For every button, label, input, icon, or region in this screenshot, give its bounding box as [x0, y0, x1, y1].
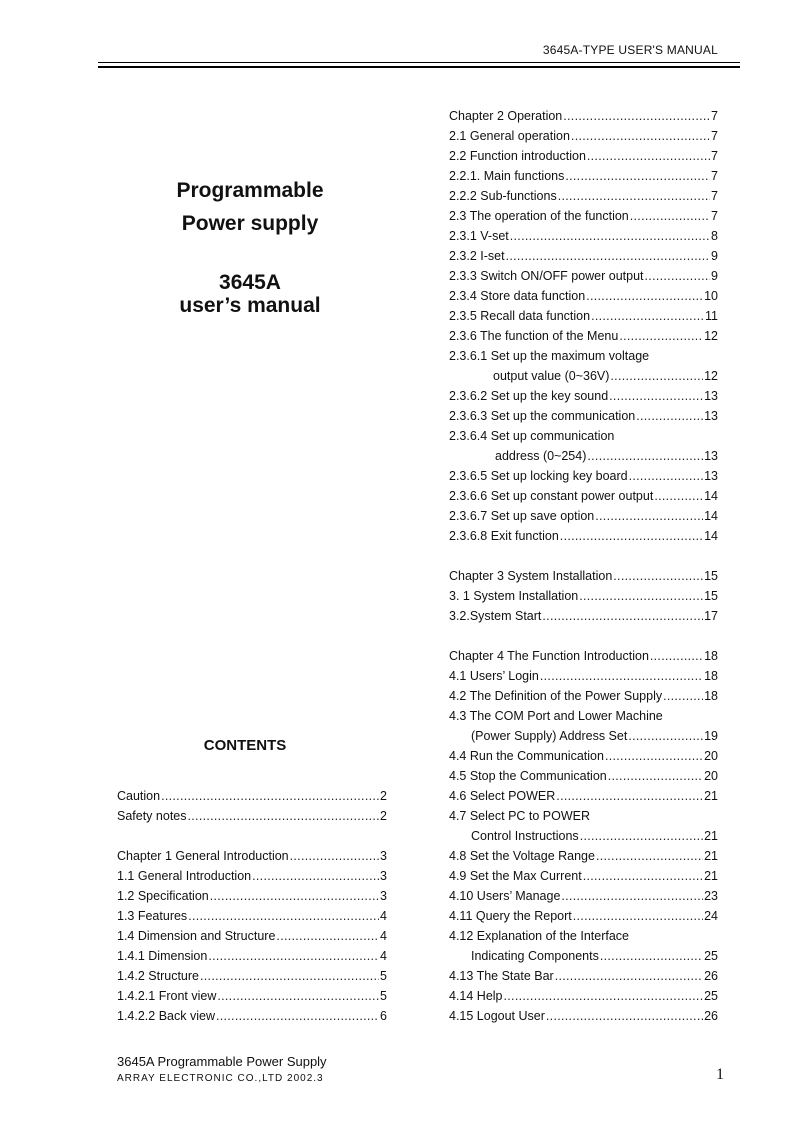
toc-entry-title: 4.15 Logout User	[449, 1009, 545, 1023]
toc-entry-title: 1.4.2.2 Back view	[117, 1009, 215, 1023]
toc-entry	[449, 466, 718, 486]
toc-entry	[449, 366, 718, 386]
toc-dot-leader	[546, 1006, 703, 1026]
toc-entry	[449, 966, 718, 986]
toc-dot-leader	[608, 766, 703, 786]
toc-entry-title: 2.1 General operation	[449, 129, 570, 143]
toc-entry	[449, 506, 718, 526]
contents-heading: CONTENTS	[203, 737, 287, 754]
toc-entry-page: 19	[704, 729, 718, 743]
toc-entry-page: 10	[704, 289, 718, 303]
toc-entry-title: 4.7 Select PC to POWER	[449, 809, 591, 823]
toc-entry	[449, 826, 718, 846]
toc-entry-page: 21	[704, 789, 718, 803]
toc-entry	[449, 526, 718, 546]
title-line-2: Power supply	[181, 212, 319, 235]
toc-entry-title: 4.13 The State Bar	[449, 969, 554, 983]
toc-entry-title: 4.14 Help	[449, 989, 503, 1003]
toc-entry-title: 2.3.6.3 Set up the communication	[449, 409, 636, 423]
toc-entry-title: 4.4 Run the Communication	[449, 749, 604, 763]
toc-entry-page: 20	[704, 749, 718, 763]
toc-dot-leader	[600, 946, 703, 966]
toc-entry-page: 7	[711, 169, 718, 183]
toc-dot-leader	[563, 106, 710, 126]
toc-entry	[117, 906, 387, 926]
toc-entry-page: 12	[704, 369, 718, 383]
toc-entry-page: 4	[380, 909, 387, 923]
toc-entry-title: (Power Supply) Address Set	[471, 729, 628, 743]
toc-entry-title: 4.8 Set the Voltage Range	[449, 849, 595, 863]
toc-entry	[449, 926, 718, 946]
document-title	[130, 174, 370, 240]
toc-dot-leader	[610, 366, 703, 386]
toc-entry-page: 6	[380, 1009, 387, 1023]
toc-entry	[117, 866, 387, 886]
toc-dot-leader	[663, 686, 703, 706]
toc-entry-title: 2.2.2 Sub-functions	[449, 189, 557, 203]
toc-entry-page: 5	[380, 989, 387, 1003]
toc-entry	[449, 706, 718, 726]
toc-entry-page: 4	[380, 949, 387, 963]
toc-spacer	[449, 546, 718, 566]
toc-entry	[117, 926, 387, 946]
toc-entry	[449, 186, 718, 206]
toc-entry-page: 3	[380, 849, 387, 863]
toc-entry-title: 2.3.3 Switch ON/OFF power output	[449, 269, 644, 283]
toc-entry-title: 4.1 Users’ Login	[449, 669, 539, 683]
toc-entry-title: 2.3.6 The function of the Menu	[449, 329, 619, 343]
toc-dot-leader	[290, 846, 379, 866]
toc-entry-title: Chapter 3 System Installation	[449, 569, 613, 583]
toc-entry-title: 2.3.6.8 Exit function	[449, 529, 559, 543]
toc-dot-leader	[613, 566, 703, 586]
toc-dot-leader	[561, 886, 703, 906]
toc-dot-leader	[596, 846, 703, 866]
toc-entry-page: 13	[704, 449, 718, 463]
footer-product: 3645A Programmable Power Supply	[117, 1054, 327, 1069]
toc-dot-leader	[188, 906, 379, 926]
toc-entry-page: 3	[380, 869, 387, 883]
toc-entry	[449, 386, 718, 406]
toc-entry-title: 4.10 Users’ Manage	[449, 889, 561, 903]
toc-left-column	[117, 786, 387, 1026]
toc-spacer	[117, 826, 387, 846]
toc-entry-title: 2.3.6.1 Set up the maximum voltage	[449, 349, 650, 363]
toc-entry-page: 13	[704, 409, 718, 423]
toc-dot-leader	[540, 666, 703, 686]
toc-entry-title: 2.3.5 Recall data function	[449, 309, 591, 323]
toc-entry-title: 4.9 Set the Max Current	[449, 869, 582, 883]
toc-entry-page: 11	[705, 309, 718, 323]
toc-entry-title: 1.1 General Introduction	[117, 869, 252, 883]
toc-entry-title: 3.2.System Start	[449, 609, 542, 623]
toc-entry	[449, 346, 718, 366]
toc-entry	[449, 286, 718, 306]
toc-entry	[449, 646, 718, 666]
toc-entry-page: 8	[711, 229, 718, 243]
toc-entry-title: 1.4.2.1 Front view	[117, 989, 217, 1003]
toc-dot-leader	[587, 446, 703, 466]
toc-dot-leader	[573, 906, 703, 926]
toc-dot-leader	[579, 586, 703, 606]
toc-entry	[449, 166, 718, 186]
toc-dot-leader	[216, 1006, 379, 1026]
footer-company: ARRAY ELECTRONIC CO.,LTD 2002.3	[117, 1073, 324, 1084]
toc-entry-page: 15	[704, 569, 718, 583]
toc-entry-title: Control Instructions	[471, 829, 579, 843]
toc-entry-page: 17	[704, 609, 718, 623]
toc-entry-title: 1.4 Dimension and Structure	[117, 929, 276, 943]
toc-entry-page: 14	[704, 509, 718, 523]
toc-entry-title: 4.3 The COM Port and Lower Machine	[449, 709, 663, 723]
toc-entry-page: 9	[711, 269, 718, 283]
toc-dot-leader	[510, 226, 710, 246]
toc-entry-title: address (0~254)	[495, 449, 587, 463]
toc-right-column	[449, 106, 718, 1026]
toc-entry-page: 4	[380, 929, 387, 943]
toc-entry-title: 2.3.6.5 Set up locking key board	[449, 469, 628, 483]
toc-entry	[449, 726, 718, 746]
toc-entry	[449, 126, 718, 146]
toc-dot-leader	[583, 866, 703, 886]
toc-entry	[449, 806, 718, 826]
toc-entry-title: Caution	[117, 789, 161, 803]
toc-entry-page: 7	[711, 209, 718, 223]
toc-entry-title: 4.6 Select POWER	[449, 789, 556, 803]
toc-dot-leader	[654, 486, 703, 506]
toc-entry	[449, 886, 718, 906]
toc-entry-page: 18	[704, 669, 718, 683]
toc-entry	[449, 566, 718, 586]
toc-dot-leader	[217, 986, 379, 1006]
toc-entry	[449, 326, 718, 346]
header-rule-thick	[98, 66, 740, 68]
toc-entry-page: 5	[380, 969, 387, 983]
toc-dot-leader	[580, 826, 703, 846]
toc-dot-leader	[595, 506, 703, 526]
toc-dot-leader	[619, 326, 703, 346]
page-number: 1	[716, 1066, 724, 1083]
toc-entry	[449, 766, 718, 786]
toc-entry-page: 18	[704, 689, 718, 703]
toc-entry-title: 2.3 The operation of the function	[449, 209, 629, 223]
toc-entry	[449, 846, 718, 866]
toc-dot-leader	[555, 966, 703, 986]
toc-entry	[449, 586, 718, 606]
toc-entry	[449, 606, 718, 626]
toc-entry-title: 2.2 Function introduction	[449, 149, 586, 163]
toc-entry	[449, 106, 718, 126]
toc-entry	[449, 786, 718, 806]
toc-dot-leader	[586, 286, 703, 306]
toc-dot-leader	[636, 406, 703, 426]
toc-dot-leader	[645, 266, 711, 286]
toc-entry-page: 14	[704, 489, 718, 503]
toc-dot-leader	[605, 746, 703, 766]
toc-entry-page: 21	[704, 869, 718, 883]
toc-entry-page: 20	[704, 769, 718, 783]
toc-dot-leader	[558, 186, 710, 206]
toc-entry-page: 12	[704, 329, 718, 343]
toc-entry-page: 13	[704, 389, 718, 403]
toc-entry-title: 4.12 Explanation of the Interface	[449, 929, 629, 943]
toc-dot-leader	[560, 526, 703, 546]
toc-entry-title: 4.11 Query the Report	[449, 909, 572, 923]
toc-entry-page: 7	[711, 149, 718, 163]
running-header: 3645A-TYPE USER'S MANUAL	[542, 43, 718, 57]
toc-entry-title: 2.3.6.4 Set up communication	[449, 429, 615, 443]
toc-entry-title: 2.3.6.2 Set up the key sound	[449, 389, 609, 403]
toc-entry-title: output value (0~36V)	[493, 369, 610, 383]
toc-entry-page: 24	[704, 909, 718, 923]
toc-dot-leader	[587, 146, 710, 166]
toc-entry-title: 4.2 The Definition of the Power Supply	[449, 689, 663, 703]
toc-dot-leader	[252, 866, 379, 886]
toc-entry-page: 2	[380, 809, 387, 823]
toc-entry-title: 2.3.1 V-set	[449, 229, 509, 243]
toc-dot-leader	[571, 126, 710, 146]
toc-entry	[449, 946, 718, 966]
toc-dot-leader	[208, 946, 379, 966]
toc-entry-title: 4.5 Stop the Communication	[449, 769, 607, 783]
toc-entry-title: Chapter 2 Operation	[449, 109, 563, 123]
toc-entry-title: 2.3.4 Store data function	[449, 289, 586, 303]
toc-entry-title: 1.4.2 Structure	[117, 969, 199, 983]
toc-entry-page: 9	[711, 249, 718, 263]
toc-dot-leader	[161, 786, 379, 806]
header-rule-thin	[98, 62, 740, 63]
toc-entry	[449, 266, 718, 286]
toc-dot-leader	[504, 986, 704, 1006]
toc-entry-page: 7	[711, 129, 718, 143]
toc-entry-title: Safety notes	[117, 809, 187, 823]
toc-dot-leader	[591, 306, 704, 326]
toc-entry-page: 2	[380, 789, 387, 803]
toc-dot-leader	[556, 786, 703, 806]
toc-dot-leader	[629, 466, 704, 486]
toc-dot-leader	[630, 206, 710, 226]
toc-entry-page: 21	[704, 829, 718, 843]
toc-entry	[117, 846, 387, 866]
toc-entry-page: 25	[704, 989, 718, 1003]
toc-entry	[449, 306, 718, 326]
toc-entry	[449, 246, 718, 266]
toc-entry-page: 18	[704, 649, 718, 663]
toc-entry-title: Chapter 4 The Function Introduction	[449, 649, 649, 663]
toc-entry	[449, 206, 718, 226]
toc-entry-title: 2.3.2 I-set	[449, 249, 505, 263]
toc-dot-leader	[609, 386, 703, 406]
toc-dot-leader	[506, 246, 710, 266]
toc-entry-title: 2.3.6.6 Set up constant power output	[449, 489, 654, 503]
toc-dot-leader	[565, 166, 710, 186]
toc-dot-leader	[188, 806, 380, 826]
toc-entry	[449, 486, 718, 506]
toc-entry	[449, 426, 718, 446]
toc-dot-leader	[276, 926, 379, 946]
toc-entry-page: 7	[711, 189, 718, 203]
toc-entry-page: 3	[380, 889, 387, 903]
toc-dot-leader	[650, 646, 703, 666]
model-number: 3645A	[219, 271, 281, 294]
toc-entry	[449, 226, 718, 246]
toc-dot-leader	[628, 726, 703, 746]
toc-entry	[117, 886, 387, 906]
toc-dot-leader	[210, 886, 379, 906]
toc-entry	[117, 946, 387, 966]
toc-entry-title: Chapter 1 General Introduction	[117, 849, 289, 863]
toc-entry	[117, 1006, 387, 1026]
toc-entry-page: 7	[711, 109, 718, 123]
toc-dot-leader	[542, 606, 703, 626]
toc-entry	[449, 906, 718, 926]
toc-entry	[449, 746, 718, 766]
toc-entry	[117, 966, 387, 986]
toc-entry-title: 1.2 Specification	[117, 889, 209, 903]
toc-entry-page: 13	[704, 469, 718, 483]
title-line-1: Programmable	[176, 179, 324, 202]
toc-dot-leader	[200, 966, 379, 986]
toc-entry	[449, 666, 718, 686]
toc-entry-page: 15	[704, 589, 718, 603]
toc-entry-title: 2.2.1. Main functions	[449, 169, 565, 183]
toc-entry	[449, 446, 718, 466]
toc-entry	[449, 406, 718, 426]
toc-entry	[117, 986, 387, 1006]
toc-entry-title: 2.3.6.7 Set up save option	[449, 509, 595, 523]
toc-entry	[449, 866, 718, 886]
toc-spacer	[449, 626, 718, 646]
toc-entry-page: 23	[704, 889, 718, 903]
toc-entry	[449, 986, 718, 1006]
toc-entry-title: 3. 1 System Installation	[449, 589, 579, 603]
toc-entry	[449, 146, 718, 166]
toc-entry	[449, 1006, 718, 1026]
toc-entry	[117, 806, 387, 826]
toc-entry-title: Indicating Components	[471, 949, 599, 963]
toc-entry	[449, 686, 718, 706]
toc-entry	[117, 786, 387, 806]
toc-entry-page: 21	[704, 849, 718, 863]
toc-entry-page: 26	[704, 1009, 718, 1023]
toc-entry-page: 26	[704, 969, 718, 983]
toc-entry-title: 1.3 Features	[117, 909, 188, 923]
toc-entry-title: 1.4.1 Dimension	[117, 949, 208, 963]
toc-entry-page: 25	[704, 949, 718, 963]
manual-subtitle: user’s manual	[179, 294, 321, 317]
toc-entry-page: 14	[704, 529, 718, 543]
